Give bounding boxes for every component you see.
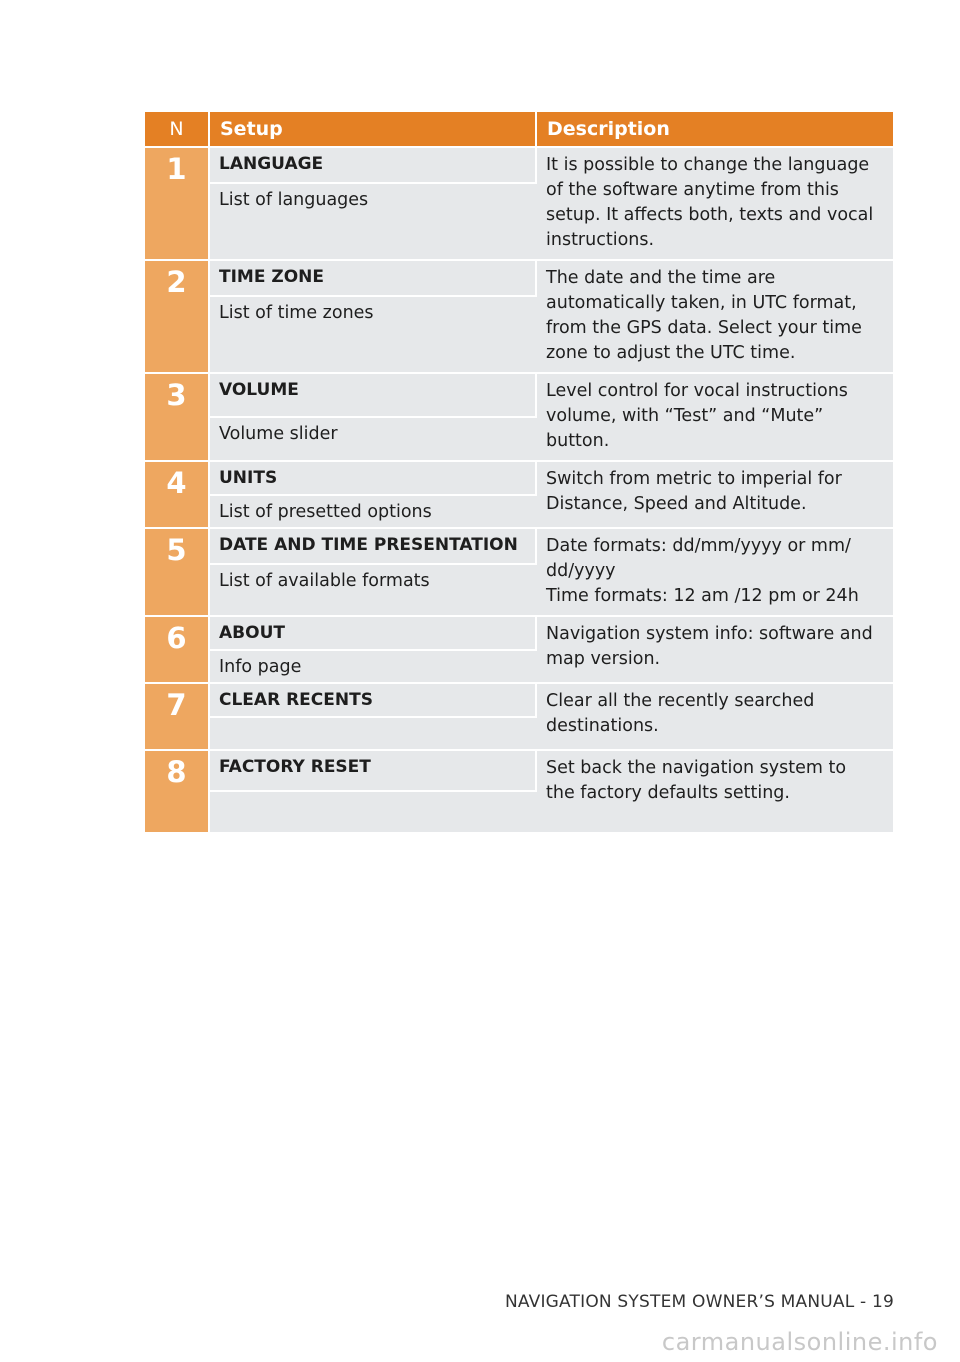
description-line: destinations. <box>546 716 659 736</box>
description-line: button. <box>546 431 610 451</box>
setting-subtitle: List of languages <box>210 184 537 261</box>
description-line: Set back the navigation system to <box>546 758 847 778</box>
setting-subtitle <box>210 792 537 834</box>
watermark: carmanualsonline.info <box>661 1328 938 1356</box>
row-number: 8 <box>145 751 210 834</box>
description-line: of the software anytime from this <box>546 180 839 200</box>
description-line: from the GPS data. Select your time <box>546 318 862 338</box>
description-line: Distance, Speed and Altitude. <box>546 494 807 514</box>
setting-title: DATE AND TIME PRESENTATION <box>210 529 537 565</box>
setting-subtitle <box>210 718 537 751</box>
setting-description <box>537 462 893 529</box>
description-line: volume, with “Test” and “Mute” <box>546 406 824 426</box>
header-setup: Setup <box>210 112 537 148</box>
description-line: automatically taken, in UTC format, <box>546 293 857 313</box>
description-line: Navigation system info: software and <box>546 624 873 644</box>
description-line: the factory defaults setting. <box>546 783 790 803</box>
table-row <box>145 751 893 792</box>
setting-title: UNITS <box>210 462 537 496</box>
setting-description <box>537 617 893 684</box>
table-row <box>145 261 893 297</box>
row-number: 7 <box>145 684 210 751</box>
table-row <box>145 374 893 418</box>
row-number: 1 <box>145 148 210 261</box>
description-line: Date formats: dd/mm/yyyy or mm/ <box>546 536 851 556</box>
row-number: 4 <box>145 462 210 529</box>
setting-subtitle: Volume slider <box>210 418 537 462</box>
table-row <box>145 684 893 718</box>
description-line: Level control for vocal instructions <box>546 381 848 401</box>
header-description: Description <box>537 112 893 148</box>
setting-subtitle: List of presetted options <box>210 496 537 529</box>
setting-description <box>537 374 893 462</box>
table-row <box>145 462 893 496</box>
setting-title: ABOUT <box>210 617 537 651</box>
description-line: instructions. <box>546 230 655 250</box>
setting-description <box>537 684 893 751</box>
description-line: Time formats: 12 am /12 pm or 24h <box>546 586 859 606</box>
page-footer: NAVIGATION SYSTEM OWNER’S MANUAL - 19 <box>504 1292 894 1312</box>
row-number: 5 <box>145 529 210 617</box>
description-line: Switch from metric to imperial for <box>546 469 842 489</box>
description-line: setup. It affects both, texts and vocal <box>546 205 874 225</box>
setting-description <box>537 529 893 617</box>
header-n: N <box>145 112 210 148</box>
description-line: The date and the time are <box>546 268 776 288</box>
setting-title: CLEAR RECENTS <box>210 684 537 718</box>
setting-description <box>537 148 893 261</box>
description-line: Clear all the recently searched <box>546 691 815 711</box>
table-row <box>145 529 893 565</box>
table-row <box>145 617 893 651</box>
setting-subtitle: List of available formats <box>210 565 537 617</box>
row-number: 3 <box>145 374 210 462</box>
setting-title: LANGUAGE <box>210 148 537 184</box>
setting-description <box>537 261 893 374</box>
settings-table <box>145 112 893 834</box>
row-number: 6 <box>145 617 210 684</box>
description-line: zone to adjust the UTC time. <box>546 343 796 363</box>
setting-subtitle: List of time zones <box>210 297 537 374</box>
setting-title: FACTORY RESET <box>210 751 537 792</box>
table-row <box>145 148 893 184</box>
setting-subtitle: Info page <box>210 651 537 684</box>
description-line: map version. <box>546 649 661 669</box>
setting-title: TIME ZONE <box>210 261 537 297</box>
row-number: 2 <box>145 261 210 374</box>
table-header-row <box>145 112 893 148</box>
setting-description <box>537 751 893 834</box>
setting-title: VOLUME <box>210 374 537 418</box>
description-line: It is possible to change the language <box>546 155 870 175</box>
description-line: dd/yyyy <box>546 561 616 581</box>
